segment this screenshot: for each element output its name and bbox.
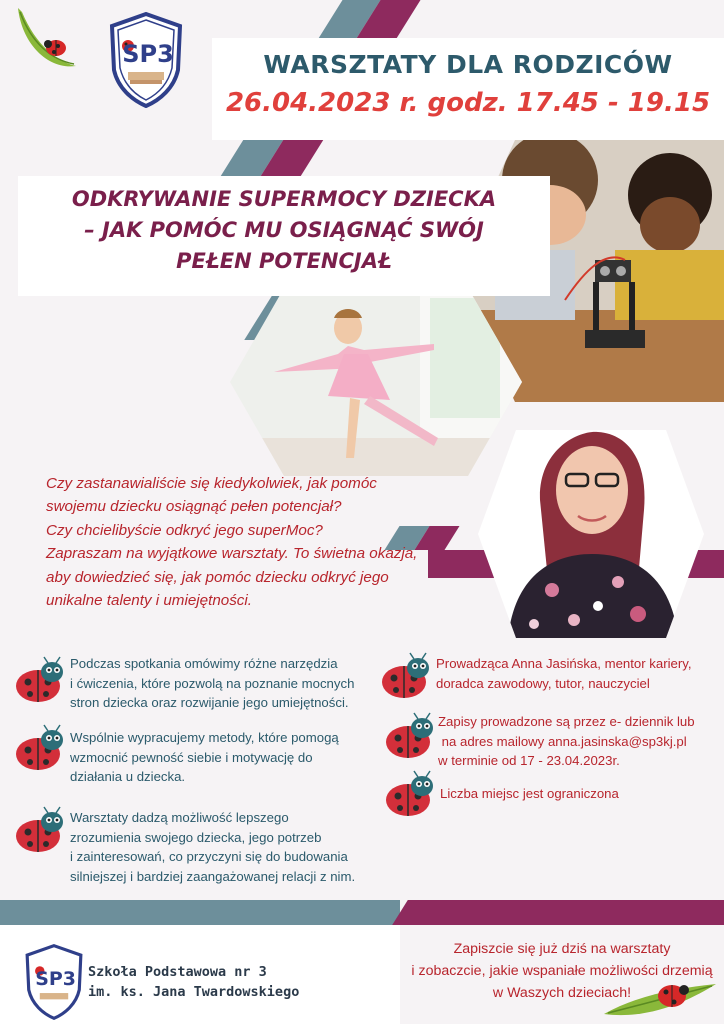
item-line: i zainteresowań, co przyczyni się do budowania [70, 849, 348, 865]
title-line: ODKRYWANIE SUPERMOCY DZIECKA [71, 187, 497, 211]
item-line: na adres mailowy anna.jasinska@sp3kj.pl [438, 733, 687, 749]
info-item-tools [70, 654, 354, 713]
item-line: stron dziecka oraz rozwijanie jego umiejętności. [70, 695, 349, 711]
school-logo-icon [108, 12, 184, 108]
school-logo-footer-icon [24, 944, 84, 1020]
item-line: i ćwiczenia, które pozwolą na poznanie mocnych [70, 675, 355, 691]
intro-line: Zapraszam na wyjątkowe warsztaty. To świetna okazja, [46, 545, 418, 563]
presenter-photo [478, 430, 704, 638]
logo-text: SP3 [122, 40, 174, 68]
intro-line: swojemu dziecku osiągnąć pełen potencjał? [46, 498, 342, 516]
item-line: Prowadząca Anna Jasińska, mentor kariery, [436, 656, 692, 671]
ladybug-icon [8, 656, 66, 706]
item-line: Podczas spotkania omówimy różne narzędzia [70, 656, 338, 671]
intro-line: Czy chcielibyście odkryć jego superMoc? [46, 521, 323, 539]
footer-magenta-band [392, 900, 724, 925]
item-line: silniejszej i bardziej zaangażowanej relacji z nim. [70, 868, 356, 884]
item-line: Wspólnie wypracujemy metody, które pomogą [70, 730, 339, 745]
ladybug-icon [378, 712, 436, 762]
info-item-registration [438, 712, 695, 771]
title-line: PEŁEN POTENCJAŁ [176, 249, 392, 273]
intro-line: aby dowiedzieć się, jak pomóc dziecku odkryć jego [46, 568, 389, 586]
title-line: – JAK POMÓC MU OSIĄGNĄĆ SWÓJ [84, 218, 484, 242]
item-line: zrozumienia swojego dziecka, jego potrzeb [70, 829, 322, 845]
ladybug-icon [8, 806, 66, 856]
logo-footer-text: SP3 [35, 968, 76, 991]
intro-paragraph [46, 472, 486, 612]
school-line: Szkoła Podstawowa nr 3 [88, 964, 267, 980]
item-line: w terminie od 17 - 23.04.2023r. [438, 753, 620, 769]
workshop-title [20, 184, 548, 277]
intro-line: Czy zastanawialiście się kiedykolwiek, jak pomóc [46, 475, 377, 492]
ladybug-icon [378, 770, 436, 820]
info-item-understanding [70, 808, 355, 886]
leaf-ladybug-icon [14, 4, 80, 68]
cta-line: w Waszych dzieciach! [492, 985, 632, 1001]
intro-line: unikalne talenty i umiejętności. [46, 592, 252, 610]
info-item-methods [70, 728, 339, 787]
item-line: wzmocnić pewność siebie i motywację do [70, 749, 313, 765]
ladybug-icon [374, 652, 432, 702]
ladybug-icon [8, 724, 66, 774]
info-item-presenter [436, 654, 692, 693]
item-line: Zapisy prowadzone są przez e- dziennik lub [438, 714, 695, 729]
school-line: im. ks. Jana Twardowskiego [88, 984, 300, 1000]
school-name [88, 962, 299, 1002]
cta-line: Zapiszcie się już dziś na warsztaty [453, 941, 671, 957]
event-title: WARSZTATY DLA RODZICÓW [263, 50, 673, 79]
item-line: doradca zawodowy, tutor, nauczyciel [436, 675, 650, 691]
info-item-limited [440, 784, 619, 804]
item-line: Warsztaty dadzą możliwość lepszego [70, 810, 289, 825]
event-date: 26.04.2023 r. godz. 17.45 - 19.15 [225, 88, 711, 118]
item-line: działania u dziecka. [70, 769, 186, 785]
item-line: Liczba miejsc jest ograniczona [440, 786, 619, 801]
cta-line: i zobaczcie, jakie wspaniałe możliwości drzemią [411, 963, 713, 979]
footer-teal-band [0, 900, 400, 925]
leaf-ladybug-footer-icon [600, 974, 720, 1022]
